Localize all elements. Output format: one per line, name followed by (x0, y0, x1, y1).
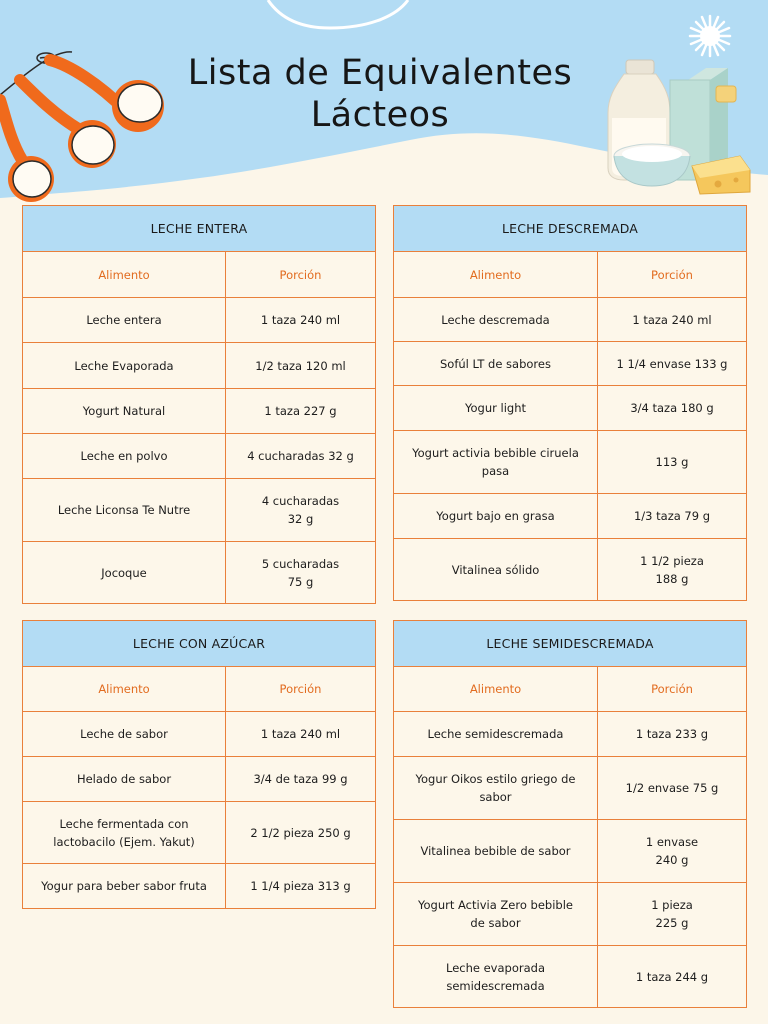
portion-cell: 1 1/4 envase 133 g (598, 342, 747, 386)
food-cell: Yogurt Natural (23, 389, 226, 434)
portion-cell: 1 taza 227 g (226, 389, 376, 434)
page-title-line1: Lista de Equivalentes (187, 53, 573, 93)
table-row (23, 434, 376, 479)
table-row (23, 389, 376, 434)
page-title (130, 52, 630, 136)
portion-cell: 1 pieza 225 g (598, 883, 747, 946)
table-row (394, 298, 747, 342)
table-leche-entera (22, 205, 376, 604)
table-row (394, 712, 747, 757)
food-cell: Leche de sabor (23, 712, 226, 757)
food-cell: Yogur light (394, 386, 598, 431)
food-cell: Yogur para beber sabor fruta (23, 864, 226, 909)
food-cell: Jocoque (23, 542, 226, 604)
page-title-line2: Lácteos (310, 95, 450, 135)
portion-cell: 2 1/2 pieza 250 g (226, 802, 376, 864)
portion-cell: 1 taza 233 g (598, 712, 747, 757)
table-row (23, 343, 376, 389)
portion-cell: 1/2 taza 120 ml (226, 343, 376, 389)
table-row (23, 802, 376, 864)
column-header-porcion: Porción (226, 667, 376, 712)
table-row (23, 864, 376, 909)
portion-cell: 1 taza 240 ml (226, 298, 376, 343)
table-row (394, 820, 747, 883)
food-cell: Leche semidescremada (394, 712, 598, 757)
food-cell: Leche en polvo (23, 434, 226, 479)
table-row (23, 298, 376, 343)
food-cell: Helado de sabor (23, 757, 226, 802)
portion-cell: 1/3 taza 79 g (598, 494, 747, 539)
food-cell: Leche evaporada semidescremada (394, 946, 598, 1008)
food-cell: Leche Liconsa Te Nutre (23, 479, 226, 542)
table-leche-descremada (393, 205, 747, 601)
food-cell: Yogur Oikos estilo griego de sabor (394, 757, 598, 820)
sun-icon (688, 14, 732, 58)
column-header-alimento: Alimento (23, 667, 226, 712)
column-header-porcion: Porción (598, 667, 747, 712)
table-row (23, 542, 376, 604)
food-cell: Vitalinea sólido (394, 539, 598, 601)
portion-cell: 4 cucharadas 32 g (226, 479, 376, 542)
portion-cell: 3/4 taza 180 g (598, 386, 747, 431)
table-title: LECHE DESCREMADA (394, 206, 747, 252)
table-row (23, 479, 376, 542)
column-header-alimento: Alimento (394, 667, 598, 712)
table-row (394, 946, 747, 1008)
food-cell: Leche entera (23, 298, 226, 343)
table-row (394, 757, 747, 820)
table-row (394, 539, 747, 601)
table-leche-semidescremada (393, 620, 747, 1008)
food-cell: Sofúl LT de sabores (394, 342, 598, 386)
portion-cell: 3/4 de taza 99 g (226, 757, 376, 802)
table-row (394, 342, 747, 386)
portion-cell: 1 taza 244 g (598, 946, 747, 1008)
food-cell: Leche Evaporada (23, 343, 226, 389)
food-cell: Leche fermentada con lactobacilo (Ejem. Yakut) (23, 802, 226, 864)
table-row (23, 757, 376, 802)
portion-cell: 1 1/4 pieza 313 g (226, 864, 376, 909)
column-header-porcion: Porción (598, 252, 747, 298)
table-row (23, 712, 376, 757)
table-row (394, 386, 747, 431)
portion-cell: 4 cucharadas 32 g (226, 434, 376, 479)
food-cell: Vitalinea bebible de sabor (394, 820, 598, 883)
food-cell: Leche descremada (394, 298, 598, 342)
column-header-alimento: Alimento (394, 252, 598, 298)
portion-cell: 5 cucharadas 75 g (226, 542, 376, 604)
food-cell: Yogurt bajo en grasa (394, 494, 598, 539)
table-row (394, 431, 747, 494)
column-header-alimento: Alimento (23, 252, 226, 298)
column-header-porcion: Porción (226, 252, 376, 298)
table-title: LECHE CON AZÚCAR (23, 621, 376, 667)
portion-cell: 1 taza 240 ml (598, 298, 747, 342)
portion-cell: 1 envase 240 g (598, 820, 747, 883)
table-leche-con-azucar (22, 620, 376, 909)
table-row (394, 494, 747, 539)
portion-cell: 1 taza 240 ml (226, 712, 376, 757)
food-cell: Yogurt Activia Zero bebible de sabor (394, 883, 598, 946)
portion-cell: 1 1/2 pieza 188 g (598, 539, 747, 601)
table-title: LECHE SEMIDESCREMADA (394, 621, 747, 667)
table-row (394, 883, 747, 946)
table-title: LECHE ENTERA (23, 206, 376, 252)
food-cell: Yogurt activia bebible ciruela pasa (394, 431, 598, 494)
portion-cell: 113 g (598, 431, 747, 494)
portion-cell: 1/2 envase 75 g (598, 757, 747, 820)
